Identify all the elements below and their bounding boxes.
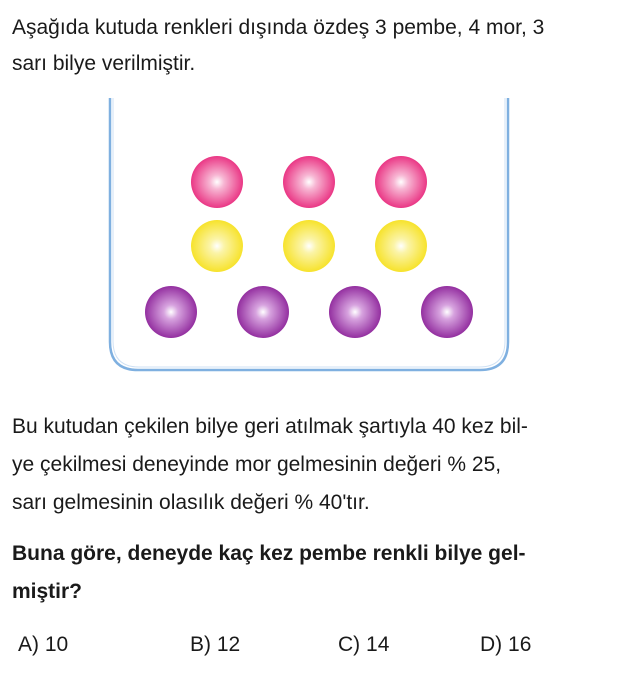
option-d-value: 16 — [508, 633, 532, 656]
body-line-2: ye çekilmesi deneyinde mor gelmesinin değeri % 25, — [12, 453, 502, 476]
question-text — [12, 535, 612, 611]
option-a-label: A) — [18, 633, 39, 656]
option-d-label: D) — [480, 633, 503, 656]
yellow-marble — [375, 220, 427, 272]
option-c-value: 14 — [366, 633, 390, 656]
question-line-1: Buna göre, deneyde kaç kez pembe renkli bilye gel- — [12, 542, 526, 565]
intro-line-1: Aşağıda kutuda renkleri dışında özdeş 3 pembe, 4 mor, 3 — [12, 16, 545, 39]
pink-marble — [283, 156, 335, 208]
option-a-value: 10 — [44, 633, 69, 656]
marble-box-illustration — [108, 98, 510, 372]
option-c-label: C) — [338, 633, 361, 656]
marble-box-figure — [108, 98, 510, 372]
option-b-label: B) — [190, 633, 211, 656]
yellow-marble — [191, 220, 243, 272]
option-b-value: 12 — [216, 633, 241, 656]
intro-line-2: sarı bilye verilmiştir. — [12, 52, 196, 75]
body-line-3: sarı gelmesinin olasılık değeri % 40'tır. — [12, 491, 370, 514]
problem-intro — [12, 10, 612, 82]
purple-marble — [421, 286, 473, 338]
pink-marble — [191, 156, 243, 208]
answer-options — [18, 633, 608, 667]
purple-marble — [145, 286, 197, 338]
question-line-2: miştir? — [12, 580, 83, 603]
problem-body — [12, 408, 612, 522]
yellow-marble — [283, 220, 335, 272]
option-a[interactable] — [18, 633, 68, 657]
option-d[interactable] — [480, 633, 531, 657]
option-b[interactable] — [190, 633, 240, 657]
pink-marble — [375, 156, 427, 208]
purple-marble — [237, 286, 289, 338]
option-c[interactable] — [338, 633, 389, 657]
body-line-1: Bu kutudan çekilen bilye geri atılmak şartıyla 40 kez bil- — [12, 415, 528, 438]
purple-marble — [329, 286, 381, 338]
